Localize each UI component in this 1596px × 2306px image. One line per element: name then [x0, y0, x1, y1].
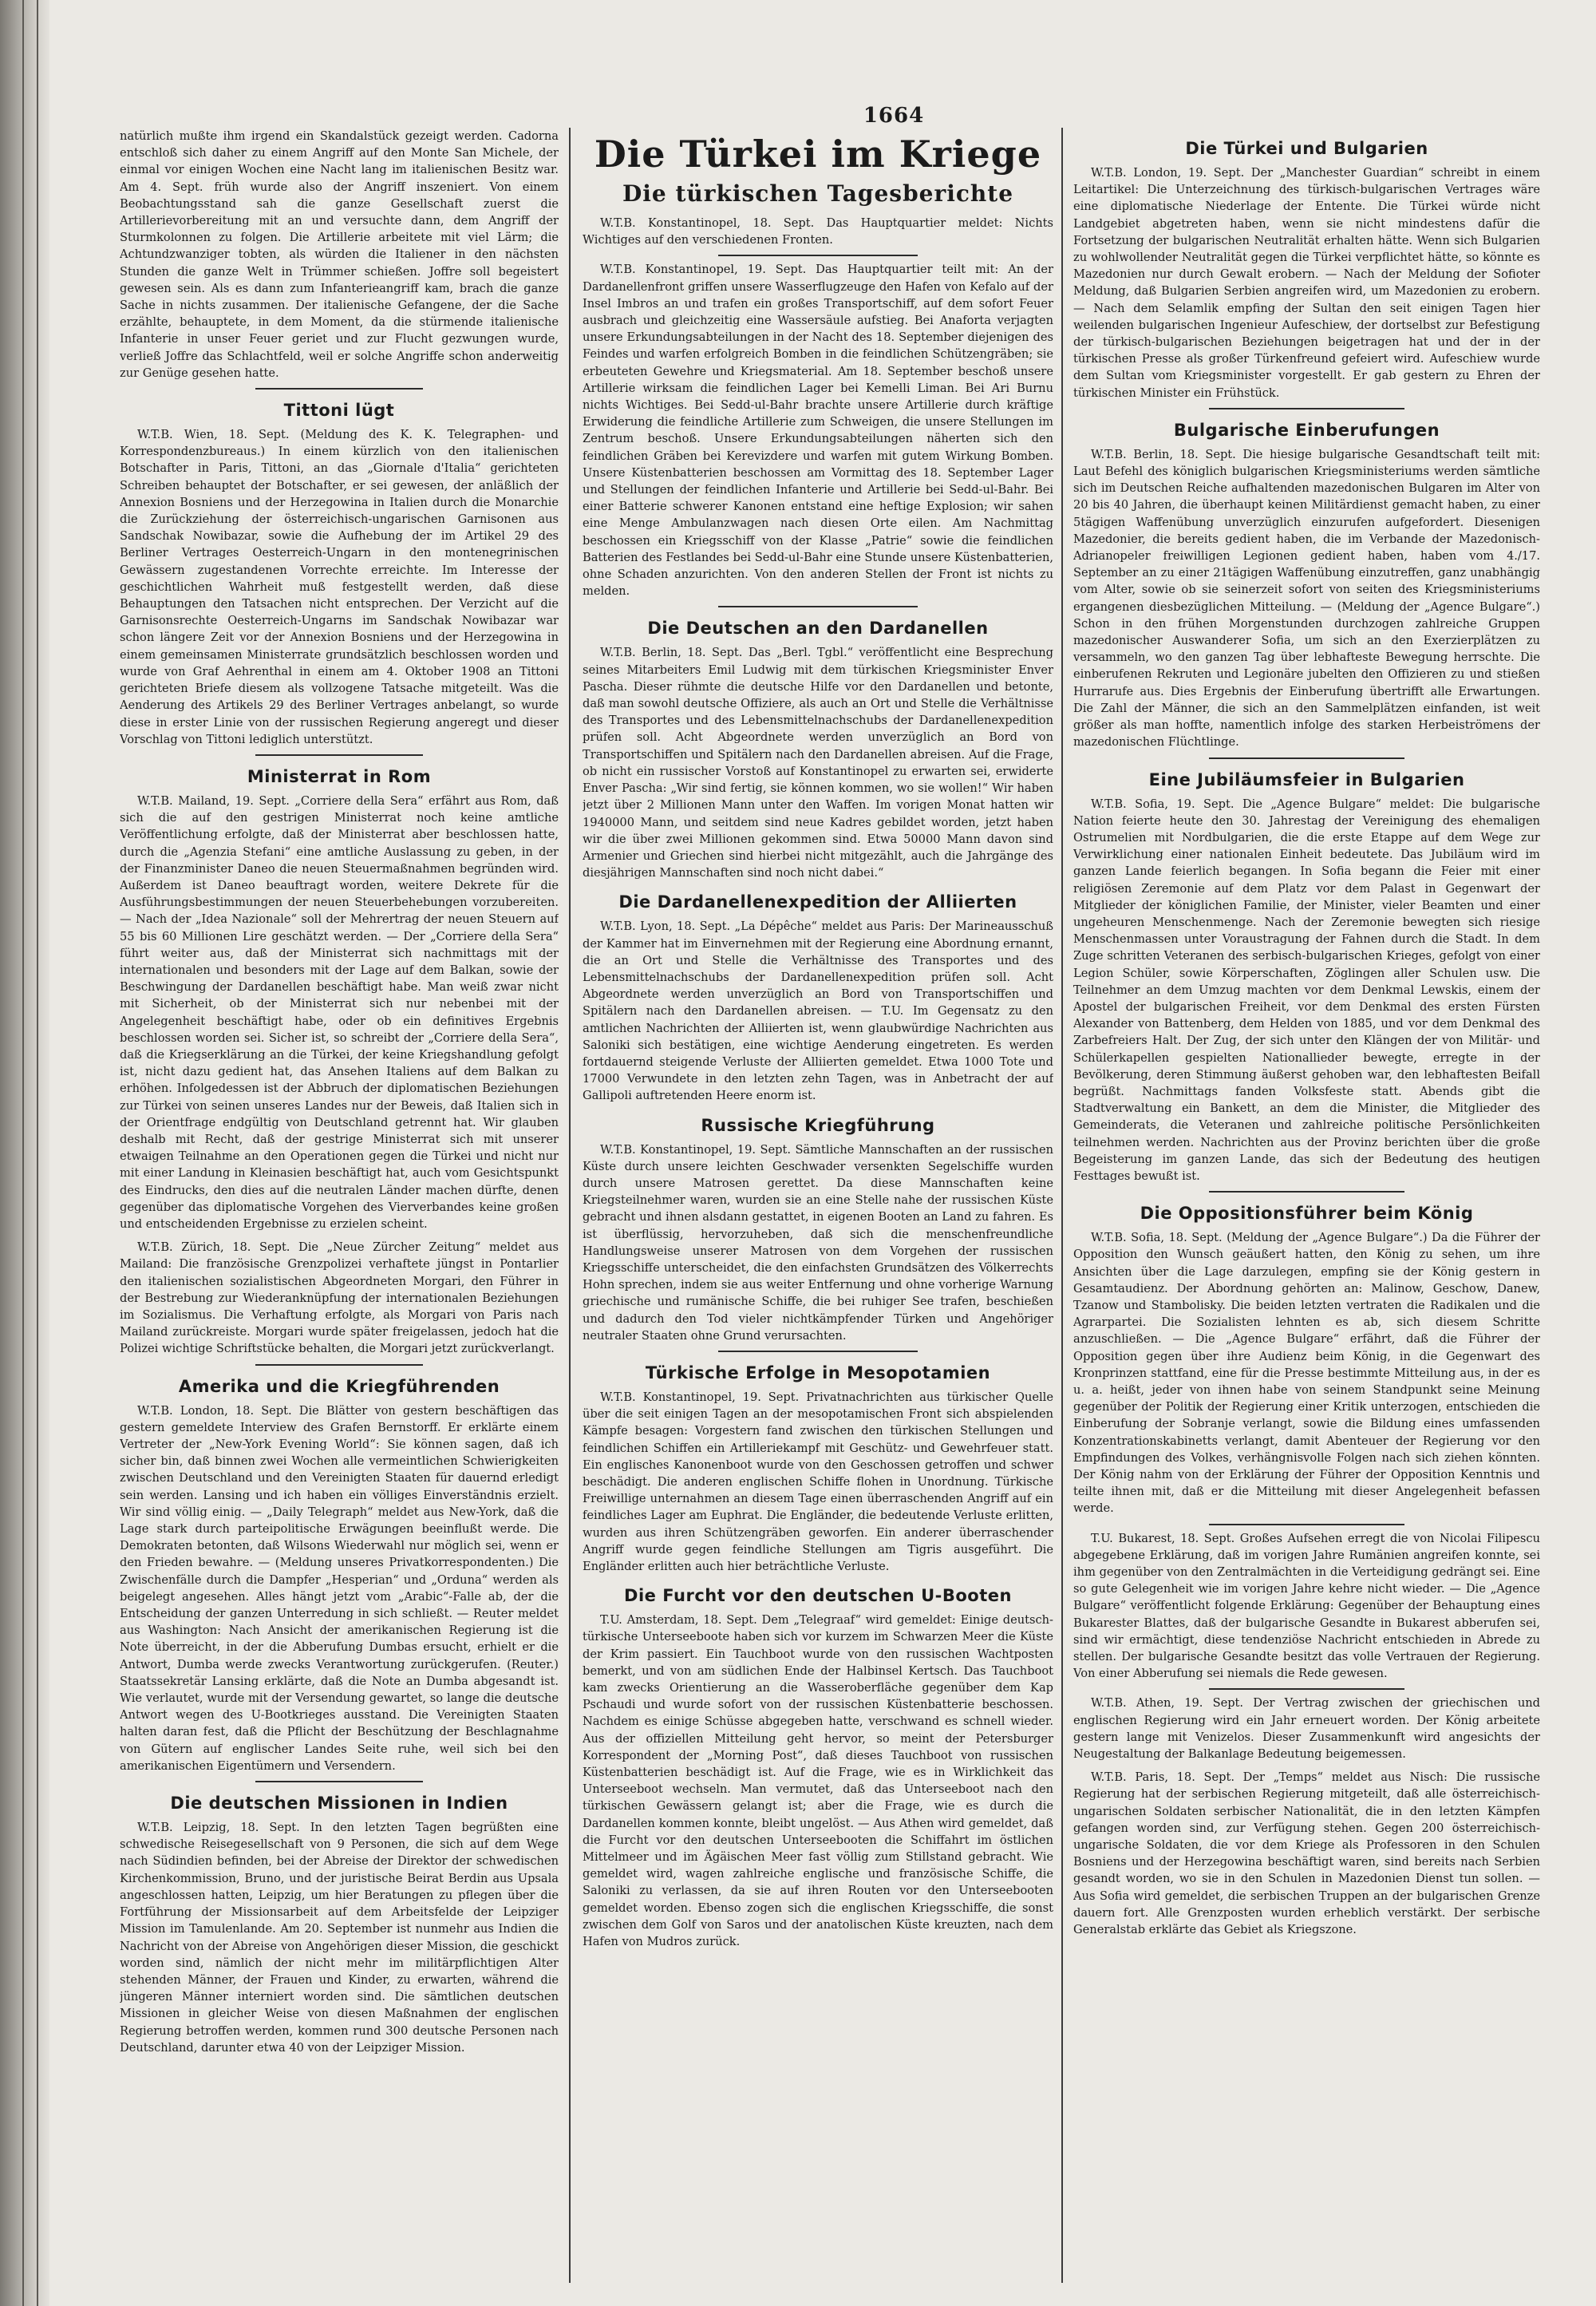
headline-tittoni: Tittoni lügt: [283, 401, 395, 421]
article-tagesbericht-1: W.T.B. Konstantinopel, 18. Sept. Das Hauptquartier meldet: Nichts Wichtiges auf den verschiedenen Fronten.: [583, 216, 1053, 247]
article-dardanellen: W.T.B. Berlin, 18. Sept. Das „Berl. Tgbl.“ veröffentlicht eine Besprechung seines Mitarbeiters Emil Ludwig mit dem türkischen Kriegsminister Enver Pascha. Dieser rühmte die deutsche Hilfe vor den Dardanellen und betonte, daß man sowohl deutsche Offiziere, als auch an Ort und Stelle die Verhältnisse des Transportes und des Lebensmittelnachschubs der Dardanellenexpedition prüfen soll. Acht Abgeordnete werden unverzüglich an Bord von Transportschiffen und Spitälern nach den Dardanellen abreisen. Auf die Frage, ob nicht ein russischer Vorstoß auf Konstantinopel zu erwarten sei, erwiderte Enver Pascha: „Wir sind fertig, sie können kommen, wo sie wollen!“ Wir haben jetzt über 2 Millionen Mann unter den Waffen. Im vorigen Monat hatten wir 1940000 Mann, und seitdem sind neue Kadres gebildet worden, jetzt haben wir die über zwei Millionen gekommen sind. Etwa 50000 Mann davon sind Armenier und Griechen sind hierbei nicht mitgezählt, auch die Jahrgänge des diesjährigen Mannschaften sind noch nicht dabei.“: [583, 646, 1053, 880]
headline-einberufungen: Bulgarische Einberufungen: [1173, 420, 1440, 440]
separator: [718, 1351, 918, 1352]
article-missionen: W.T.B. Leipzig, 18. Sept. In den letzten Tagen begrüßten eine schwedische Reisegesellschaft von 9 Personen, die sich auf dem Wege nach Südindien befinden, bei der Abreise der Direktor der schwedischen Kirchenkommission, Bruno, und der juristische Beirat Berdin aus Upsala angeschlossen hatten, Leipzig, um hier Beratungen zu pflegen über die Fortführung der Missionsarbeit auf dem Arbeitsfelde der Leipziger Mission im Tamulenlande. Am 20. September ist nunmehr aus Indien die Nachricht von der Abreise von Angehörigen dieser Mission, die geschickt worden sind, nämlich der nicht mehr im militärpflichtigen Alter stehenden Männer, der Frauen und Kinder, zu erwarten, während die jüngeren Männer interniert worden sind. Die sämtlichen deutschen Missionen in gleicher Weise von diesen Maßnahmen der englischen Regierung betroffen werden, kommen rund 300 deutsche Personen nach Deutschland, darunter etwa 40 von der Leipziger Mission.: [120, 1821, 559, 2055]
headline-russisch: Russische Kriegführung: [701, 1115, 935, 1135]
column-left: [120, 128, 559, 2283]
separator: [255, 388, 423, 390]
separator: [1209, 1191, 1404, 1193]
article-ministerrat-zuerich: W.T.B. Zürich, 18. Sept. Die „Neue Zürcher Zeitung“ meldet aus Mailand: Die französische Grenzpolizei verhaftete jüngst in Pontarlier den italienischen sozialistischen Abgeordneten Morgari, den Führer in der Bestrebung zur Wiederanknüpfung der internationalen Beziehungen im Sozialismus. Die Verhaftung erfolgte, als Morgari von Paris nach Mailand zurückreiste. Morgari wurde später freigelassen, jedoch hat die Polizei wichtige Schriftstücke behalten, die Morgari jetzt zurückverlangt.: [120, 1240, 559, 1356]
page-number: 1664: [863, 104, 925, 128]
article-opposition-bukarest: T.U. Bukarest, 18. Sept. Großes Aufsehen erregt die von Nicolai Filipescu abgegebene Erklärung, daß im vorigen Jahre Rumänien angreifen konnte, sei ihm gegenüber von den Zentralmächten in die Verteidigung gedrängt sei. Eine so gute Gelegenheit wie im vorigen Jahre kehre nicht wieder. — Die „Agence Bulgare“ veröffentlicht folgende Erklärung: Gegenüber der Behauptung eines Bukarester Blattes, daß der bulgarische Gesandte in Bukarest abberufen sei, sind wir ermächtigt, diese tendenziöse Nachricht entschieden in Abrede zu stellen. Der bulgarische Gesandte besitzt das volle Vertrauen der Regierung. Von einer Abberufung sei niemals die Rede gewesen.: [1073, 1531, 1540, 1681]
headline-expedition: Die Dardanellenexpedition der Alliierten: [618, 892, 1017, 912]
section-masthead: Die Türkei im Kriege: [594, 133, 1042, 176]
binding-edge: [22, 0, 24, 2306]
separator: [255, 1364, 423, 1366]
article-bulgarien: W.T.B. London, 19. Sept. Der „Manchester Guardian“ schreibt in einem Leitartikel: Die Unterzeichnung des türkisch-bulgarischen Vertrages wäre eine diplomatische Niederlage der Entente. Die Türkei würde nicht Landgebiet abgetreten haben, wenn sie nicht mindestens dafür die Fortsetzung der bulgarischen Neutralität erhalten hätte. Wenn sich Bulgarien zu wohlwollender Neutralität gegen die Türkei verpflichtet hätte, so könnte es Mazedonien nur durch Gewalt erobern. — Nach der Meldung der Sofioter Meldung, daß Bulgarien Serbien angreifen wird, um Mazedonien zu erobern. — Nach dem Selamlik empfing der Sultan den seit einigen Tagen hier weilenden bulgarischen Ingenieur Aufeschiew, der dortselbst zur Befestigung der türkisch-bulgarischen Beziehungen beigetragen hat und der in der türkischen Presse als großer Türkenfreund gefeiert wird. Aufeschiew wurde dem Sultan vom Kriegsminister vorgestellt. Er gab gestern zu Ehren der türkischen Minister ein Frühstück.: [1073, 166, 1540, 400]
article-tittoni: W.T.B. Wien, 18. Sept. (Meldung des K. K. Telegraphen- und Korrespondenzbureaus.) In einem kürzlich von den italienischen Botschafter in Paris, Tittoni, an das „Giornale d'Italia“ gerichteten Schreiben behauptet der Botschafter, er sei gewesen, der anläßlich der Annexion Bosniens und der Herzegowina in Italien durch die Monarchie die Zurückziehung der österreichisch-ungarischen Garnisonen aus Sandschak Nowibazar, sowie die Aufhebung der im Artikel 29 des Berliner Vertrages Oesterreich-Ungarn in den montenegrinischen Gewässern zugestandenen Vorrechte erreichte. Im Interesse der geschichtlichen Wahrheit muß festgestellt werden, daß diese Behauptungen den Tatsachen nicht entsprechen. Der Verzicht auf die Garnisonsrechte Oesterreich-Ungarns im Sandschak Nowibazar war schon längere Zeit vor der Annexion Bosniens und der Herzegowina in einem gemeinsamen Ministerrate grundsätzlich beschlossen worden und wurde von Graf Aehrenthal in einem am 4. Oktober 1908 an Tittoni gerichteten Briefe diesem als vollzogene Tatsache mitgeteilt. Was die Aenderung des Artikels 29 des Berliner Vertrages anbelangt, so wurde diese in erster Linie von der russischen Regierung angeregt und dieser Vorschlag von Tittoni lediglich unterstützt.: [120, 428, 559, 746]
section-subhead: Die türkischen Tagesberichte: [622, 180, 1014, 207]
column-middle: [583, 128, 1053, 2283]
article-einberufungen: W.T.B. Berlin, 18. Sept. Die hiesige bulgarische Gesandtschaft teilt mit: Laut Befehl des königlich bulgarischen Kriegsministeriums werden sämtliche sich im Deutschen Reiche aufhaltenden mazedonischen Bulgaren im Alter von 20 bis 40 Jahren, die überhaupt keinen Militärdienst gemacht haben, zu einer 5tägigen Waffenübung unverzüglich einzurufen aufgefordert. Diesenigen Mazedonier, die bereits gedient haben, die im Verbande der Mazedonisch-Adrianopeler freiwilligen Legionen gedient haben, haben vom 4./17. September an zu einer 21tägigen Waffenübung einzutreffen, ganz unabhängig vom Alter, sowie ob sie seinerzeit sofort von seiten des Kriegsministeriums ergangenen diesbezüglichen Mitteilung. — (Meldung der „Agence Bulgare“.) Schon in den frühen Morgenstunden durchzogen zahlreiche Gruppen mazedonischer Auswanderer Sofia, um sich an den Exerzierplätzen zu versammeln, wo den ganzen Tag über lebhafteste Bewegung herrschte. Die einberufenen Rekruten und Legionäre jubelten den Offizieren zu und stießen Hurrarufe aus. Dies Ergebnis der Einberufung übertrifft alle Erwartungen. Die Zahl der Männer, die sich an den Sammelplätzen einfanden, ist weit größer als man hoffte, namentlich infolge des starken Herbeiströmens der mazedonischen Flüchtlinge.: [1073, 447, 1540, 750]
article-jubilaeum: W.T.B. Sofia, 19. Sept. Die „Agence Bulgare“ meldet: Die bulgarische Nation feierte heute den 30. Jahrestag der Vereinigung des ehemaligen Ostrumelien mit Nordbulgarien, die die erste Etappe auf dem Wege zur Verwirklichung einer nationalen Einheit bedeutete. Das Jubiläum wird im ganzen Lande feierlich begangen. In Sofia begann die Feier mit einer religiösen Zeremonie auf dem Platz vor dem Palast in Gegenwart der Mitglieder der königlichen Familie, der Minister, vieler Beamten und einer ungeheuren Menschenmenge. Nach der Zeremonie bewegten sich riesige Menschenmassen unter Voraustragung der Fahnen durch die Stadt. In dem Zuge schritten Veteranen des serbisch-bulgarischen Krieges, gefolgt von einer Legion Schüler, sowie Körperschaften, Zöglingen aller Schulen usw. Die Teilnehmer an dem Umzug machten vor dem Denkmal Lewskis, einem der Apostel der bulgarischen Freiheit, vor dem Denkmal des ersten Fürsten Alexander von Battenberg, dem Helden von 1885, und vor dem Denkmal des Zarbefreiers Halt. Der Zug, der sich unter den Klängen der von Militär- und Schülerkapellen gespielten Nationallieder bewegte, erregte in der Bevölkerung, deren Stimmung äußerst gehoben war, den lebhaftesten Beifall begrüßt. Nachmittags fanden Volksfeste statt. Abends gibt die Stadtverwaltung ein Bankett, an dem die Minister, die Mitglieder des Gemeinderats, die Veteranen und zahlreiche politische Persönlichkeiten teilnehmen werden. Nachrichten aus der Provinz berichten über die große Begeisterung im ganzen Lande, das sich der Bedeutung des heutigen Festtages bewußt ist.: [1073, 797, 1540, 1183]
headline-uboote: Die Furcht vor den deutschen U-Booten: [624, 1586, 1012, 1606]
article-expedition: W.T.B. Lyon, 18. Sept. „La Dépêche“ meldet aus Paris: Der Marineausschuß der Kammer hat im Einvernehmen mit der Regierung eine Abordnung ernannt, die an Ort und Stelle die Verhältnisse des Transportes und des Lebensmittelnachschubs der Dardanellenexpedition prüfen soll. Acht Abgeordnete werden unverzüglich an Bord von Transportschiffen und Spitälern nach den Dardanellen abreisen. — T.U. Im Gegensatz zu den amtlichen Nachrichten der Alliierten ist, wenn glaubwürdige Nachrichten aus Saloniki sich bestätigen, eine wichtige Aenderung eingetreten. Es werden fortdauernd steigende Verluste der Alliierten gemeldet. Etwa 1000 Tote und 17000 Verwundete in den letzten zehn Tagen, was in Anbetracht der auf Gallipoli auftretenden Heere enorm ist.: [583, 920, 1053, 1103]
column-rule: [1061, 128, 1063, 2283]
newspaper-page: [104, 96, 1556, 2283]
separator: [1209, 1524, 1404, 1525]
binding-edge: [37, 0, 38, 2306]
separator: [718, 606, 918, 607]
headline-bulgarien: Die Türkei und Bulgarien: [1185, 139, 1428, 158]
separator: [255, 754, 423, 756]
separator: [255, 1781, 423, 1782]
book-binding: [0, 0, 49, 2306]
headline-jubilaeum: Eine Jubiläumsfeier in Bulgarien: [1148, 769, 1465, 789]
headline-opposition: Die Oppositionsführer beim König: [1140, 1204, 1474, 1224]
headline-ministerrat: Ministerrat in Rom: [247, 766, 432, 786]
article-russisch: W.T.B. Konstantinopel, 19. Sept. Sämtliche Mannschaften an der russischen Küste durch unsere leichten Geschwader versenkten Segelschiffe wurden durch unsere Matrosen gerettet. Da diese Mannschaften keine Kriegsteilnehmer waren, wurden sie an eine Stelle nahe der russischen Küste gebracht und ihnen alsdann gestattet, in eigenen Booten an Land zu fahren. Es ist überflüssig, hervorzuheben, daß sich die menschenfreundliche Handlungsweise unserer Matrosen von dem Vorgehen der russischen Kriegsschiffe unterscheidet, die den einfachsten Grundsätzen des Völkerrechts Hohn sprechen, indem sie aus weiter Entfernung und ohne vorherige Warnung griechische und rumänische Schiffe, die bei ruhiger See trafen, beschießen und dadurch den Tod vieler nichtkämpfender Türken und Angehöriger neutraler Staaten ohne Grund verursachten.: [583, 1142, 1053, 1343]
article-paragraph: natürlich mußte ihm irgend ein Skandalstück gezeigt werden. Cadorna entschloß sich daher zu einem Angriff auf den Monte San Michele, der einmal vor einigen Wochen eine Nacht lang im italienischen Besitz war. Am 4. Sept. früh wurde also der Angriff inszeniert. Von einem Beobachtungsstand sah die ganze Gesellschaft zuerst die Artillerievorbereitung mit an und versuchte dann, dem Angriff der Sturmkolonnen zu folgen. Die Artillerie arbeitete mit viel Lärm; die Achtundzwanziger tobten, als würden die Italiener in den nächsten Stunden die ganze Welt in Trümmer schießen. Joffre soll begeistert gewesen sein. Als es dann zum Infanterieangriff kam, brach die ganze Sache in nichts zusammen. Der italienische Gefangene, der die Sache erzählte, behauptete, in dem Moment, da die stürmende italienische Infanterie in unser Feuer geriet und zur Flucht gezwungen wurde, verließ Joffre das Schlachtfeld, weil er solche Angriffe schon anderweitig zur Genüge gesehen hatte.: [120, 129, 559, 380]
article-tagesbericht-2: W.T.B. Konstantinopel, 19. Sept. Das Hauptquartier teilt mit: An der Dardanellenfront griffen unsere Wasserflugzeuge den Hafen von Kefalo auf der Insel Imbros an und trafen ein großes Transportschiff, auf dem sofort Feuer ausbrach und gleichzeitig eine Wassersäule aufstieg. Bei Anaforta verjagten unsere Erkundungsabteilungen in der Nacht des 18. September diejenigen des Feindes und warfen erfolgreich Bomben in die feindlichen Schützengräben; sie erbeuteten Gewehre und Kriegsmaterial. Am 18. September beschoß unsere Artillerie wirksam die feindlichen Lager bei Kemelli Liman. Bei Ari Burnu nichts Wichtiges. Bei Sedd-ul-Bahr brachte unsere Artillerie durch kräftige Erwiderung die feindliche Artillerie zum Schweigen, die unsere Stellungen im Zentrum beschoß. Unsere Erkundungsabteilungen näherten sich den feindlichen Gräben bei Kerevizdere und warfen mit gutem Wirkung Bomben. Unsere Küstenbatterien beschossen am Vormittag des 18. September Lager und Stellungen der feindlichen Infanterie und Artillerie bei Sedd-ul-Bahr. Bei einer Batterie schwerer Kanonen entstand eine heftige Explosion; wir sahen eine Menge Ambulanzwagen nach diesen Orte eilen. Am Nachmittag beschossen ein Kriegsschiff von der Klasse „Patrie“ sowie die feindlichen Batterien des Festlandes bei Sedd-ul-Bahr eine Stunde unsere Küstenbatterien, ohne Schaden anzurichten. Von den anderen Stellen der Front ist nichts zu melden.: [583, 263, 1053, 599]
headline-dardanellen: Die Deutschen an den Dardanellen: [647, 619, 989, 639]
separator: [1209, 408, 1404, 409]
article-opposition-athen: W.T.B. Athen, 19. Sept. Der Vertrag zwischen der griechischen und englischen Regierung wird ein Jahr erneuert worden. Der König arbeitete gestern lange mit Venizelos. Dieser Zusammenkunft wird angesichts der Neugestaltung der Balkanlage Bedeutung beigemessen.: [1073, 1696, 1540, 1762]
separator: [1209, 1688, 1404, 1690]
article-opposition-paris: W.T.B. Paris, 18. Sept. Der „Temps“ meldet aus Nisch: Die russische Regierung hat der serbischen Regierung mitgeteilt, daß alle österreichisch-ungarischen Soldaten serbischer Nationalität, die in den letzten Kämpfen gefangen worden sind, zur Verfügung stehen. Gegen 200 österreichisch-ungarische Soldaten, die vor dem Kriege als Professoren in den Schulen Bosniens und der Herzegowina beschäftigt waren, sind bereits nach Serbien gesandt worden, wo sie in den Schulen in Mazedonien Dienst tun sollen. — Aus Sofia wird gemeldet, die serbischen Truppen an der bulgarischen Grenze dauern fort. Alle Grenzposten wurden erheblich verstärkt. Der serbische Generalstab erklärte das Gebiet als Kriegszone.: [1073, 1770, 1540, 1937]
article-amerika: W.T.B. London, 18. Sept. Die Blätter von gestern beschäftigen das gestern gemeldete Interview des Grafen Bernstorff. Er erklärte einem Vertreter der „New-York Evening World“: Sie können sagen, daß ich sicher bin, daß binnen zwei Wochen alle vermeintlichen Schwierigkeiten zwischen Deutschland und den Vereinigten Staaten für dauernd erledigt sein werden. Lansing und ich haben ein völliges Einverständnis erzielt. Wir sind völlig einig. — „Daily Telegraph“ meldet aus New-York, daß die Lage stark durch parteipolitische Erwägungen beeinflußt werde. Die Demokraten betonten, daß Wilsons Wiederwahl nur möglich sei, wenn er den Frieden bewahre. — (Meldung unseres Privatkorrespondenten.) Die Zwischenfälle durch die Dampfer „Hesperian“ und „Orduna“ werden als beigelegt angesehen. Alles hängt jetzt vom „Arabic“-Falle ab, der die Entscheidung der ganzen Unterredung in sich schließt. — Reuter meldet aus Washington: Nach Ansicht der amerikanischen Regierung ist die Note überreicht, in der die Abberufung Dumbas ersucht, erhielt er die Antwort, Dumba werde zwecks Verantwortung zurückgerufen. (Reuter.) Staatssekretär Lansing erklärte, daß die Note an Dumba abgesandt ist. Wie verlautet, wurde mit der Versendung gewartet, so lange die deutsche Antwort wegen des U-Bootkrieges ausstand. Die Vereinigten Staaten halten daran fest, daß die Pflicht der Beschützung der Beschlagnahme von Gütern auf englischer Landes Seite ruhe, weil sich bei den amerikanischen Eigentümern und Versendern.: [120, 1403, 559, 1773]
headline-missionen: Die deutschen Missionen in Indien: [170, 1794, 508, 1814]
column-right: [1073, 128, 1540, 2283]
article-mesopotamien: W.T.B. Konstantinopel, 19. Sept. Privatnachrichten aus türkischer Quelle über die seit einigen Tagen an der mesopotamischen Front sich abspielenden Kämpfe besagen: Vorgestern fand zwischen den türkischen Stellungen und feindlichen Schiffen ein Artilleriekampf mit Geschütz- und Gewehrfeuer statt. Ein englisches Kanonenboot wurde von den Geschossen getroffen und schwer beschädigt. Die anderen englischen Schiffe flohen in Unordnung. Türkische Freiwillige unternahmen an diesem Tage einen überraschenden Angriff auf ein feindliches Lager am Euphrat. Die Engländer, die bedeutende Verluste erlitten, wurden aus ihren Schützengräben geworfen. Ein anderer überraschender Angriff wurde gegen feindliche Stellungen am Tigris ausgeführt. Die Engländer erlitten auch hier beträchtliche Verluste.: [583, 1390, 1053, 1574]
separator: [718, 255, 918, 256]
headline-amerika: Amerika und die Kriegführenden: [178, 1376, 500, 1396]
article-ministerrat: W.T.B. Mailand, 19. Sept. „Corriere della Sera“ erfährt aus Rom, daß sich die auf den gestrigen Ministerrat noch keine amtliche Veröffentlichung erfolgte, daß der Ministerrat aber beschlossen hatte, durch die „Agenzia Stefani“ eine amtliche Auslassung zu geben, in der der Finanzminister Daneo die neuen Steuermaßnahmen begründen wird. Außerdem ist Daneo beauftragt worden, weitere Dekrete für die Ausführungsbestimmungen der neuen Steuerbehebungen vorzubereiten. — Nach der „Idea Nazionale“ soll der Mehrertrag der neuen Steuern auf 55 bis 60 Millionen Lire geschätzt werden. — Der „Corriere della Sera“ führt weiter aus, daß der Ministerrat sich nachmittags mit der internationalen und besonders mit der Lage auf dem Balkan, sowie der Beschwingung der Dardanellen beschäftigt habe. Man weiß zwar nicht mit Sicherheit, ob der Ministerrat sich nur nebenbei mit der Angelegenheit beschäftigt habe, oder ob ein definitives Ergebnis beschlossen worden sei. Sicher ist, so schreibt der „Corriere della Sera“, daß die Kriegserklärung an die Türkei, der keine Kriegshandlung gefolgt ist, nicht dazu gedient hat, das Ansehen Italiens auf dem Balkan zu erhöhen. Infolgedessen ist der Abbruch der diplomatischen Beziehungen zur Türkei von seinen unseres Landes nur der Beweis, daß Italien sich in der Orientfrage endgültig von Deutschland getrennt hat. Wir glauben deshalb mit Recht, daß der gestrige Ministerrat sich mit unserer etwaigen Teilnahme an den Operationen gegen die Türkei und nicht nur mit einer Landung in Kleinasien beschäftigt hat, auch vom Gesichtspunkt des Eindrucks, den dies auf die neutralen Länder machen dürfte, denen gegenüber das diplomatische Vorgehen des Vierverbandes keine großen und entscheidenden Ergebnisse zu erzielen scheint.: [120, 793, 559, 1231]
separator: [1209, 757, 1404, 759]
headline-mesopotamien: Türkische Erfolge in Mesopotamien: [645, 1363, 991, 1382]
article-uboote: T.U. Amsterdam, 18. Sept. Dem „Telegraaf“ wird gemeldet: Einige deutsch-türkische Unterseeboote haben sich vor kurzem im Schwarzen Meer die Küste der Krim passiert. Ein Tauchboot wurde von den russischen Wachtposten bemerkt, und von am südlichen Ende der Halbinsel Kertsch. Das Tauchboot kam zwecks Orientierung an die Wasseroberfläche gegenüber dem Kap Pschaudi und wurde sofort von der russischen Küstenbatterie beschossen. Nachdem es einige Schüsse abgegeben hatte, verschwand es schnell wieder. Aus der offiziellen Mitteilung geht hervor, so meint der Petersburger Korrespondent der „Morning Post“, daß dieses Tauchboot von russischen Küstenbatterien beschädigt ist. Auf die Frage, wie es in Wirklichkeit das Unterseeboot wechseln. Man vermutet, daß das Unterseeboot nach den türkischen Gewässern gelangt ist; aber die Frage, wie es durch die Dardanellen kommen konnte, bleibt ungelöst. — Aus Athen wird gemeldet, daß die Furcht vor den deutschen Unterseebooten die Schiffahrt im östlichen Mittelmeer und im Ägäischen Meer fast völlig zum Stillstand gebracht. Wie gemeldet wird, wagen zahlreiche englische und französische Schiffe, die Saloniki zu verlassen, da sie auf ihren Routen vor den Unterseebooten gemeldet worden. Ebenso zogen sich die englischen Kriegsschiffe, die sonst zwischen dem Golf von Saros und der anatolischen Küste kreuzten, nach dem Hafen von Mudros zurück.: [583, 1613, 1053, 1949]
column-rule: [569, 128, 571, 2283]
article-opposition-sofia: W.T.B. Sofia, 18. Sept. (Meldung der „Agence Bulgare“.) Da die Führer der Opposition den Wunsch geäußert hatten, den König zu sehen, um ihre Ansichten über die Lage darzulegen, empfing sie der König gestern in Gesamtaudienz. Der Abordnung gehörten an: Malinow, Geschow, Danew, Tzanow und Stambolisky. Die beiden letzten vertraten die Radikalen und die Agrarpartei. Die Sozialisten lehnten es ab, sich diesem Schritte anzuschließen. — Die „Agence Bulgare“ erfährt, daß die Führer der Opposition gegen über ihre Audienz beim König, in die Gegenwart des Kronprinzen stattfand, eine für die Presse bestimmte Mitteilung aus, in der es u. a. heißt, jeder von ihnen habe von seinem Standpunkt seine Meinung gegenüber der Politik der Regierung einer Kritik unterzogen, entschieden die Einberufung der Sobranje verlangt, sowie die Bildung eines umfassenden Konzentrationskabinetts verlangt, damit Abenteuer der Regierung vor den Empfindungen des Volkes, verhängnisvolle Folgen nach sich ziehen könnten. Der König nahm von der Erklärung der Führer der Opposition Kenntnis und teilte ihnen mit, daß er die Mitteilung mit dieser Angelegenheit befassen werde.: [1073, 1231, 1540, 1516]
